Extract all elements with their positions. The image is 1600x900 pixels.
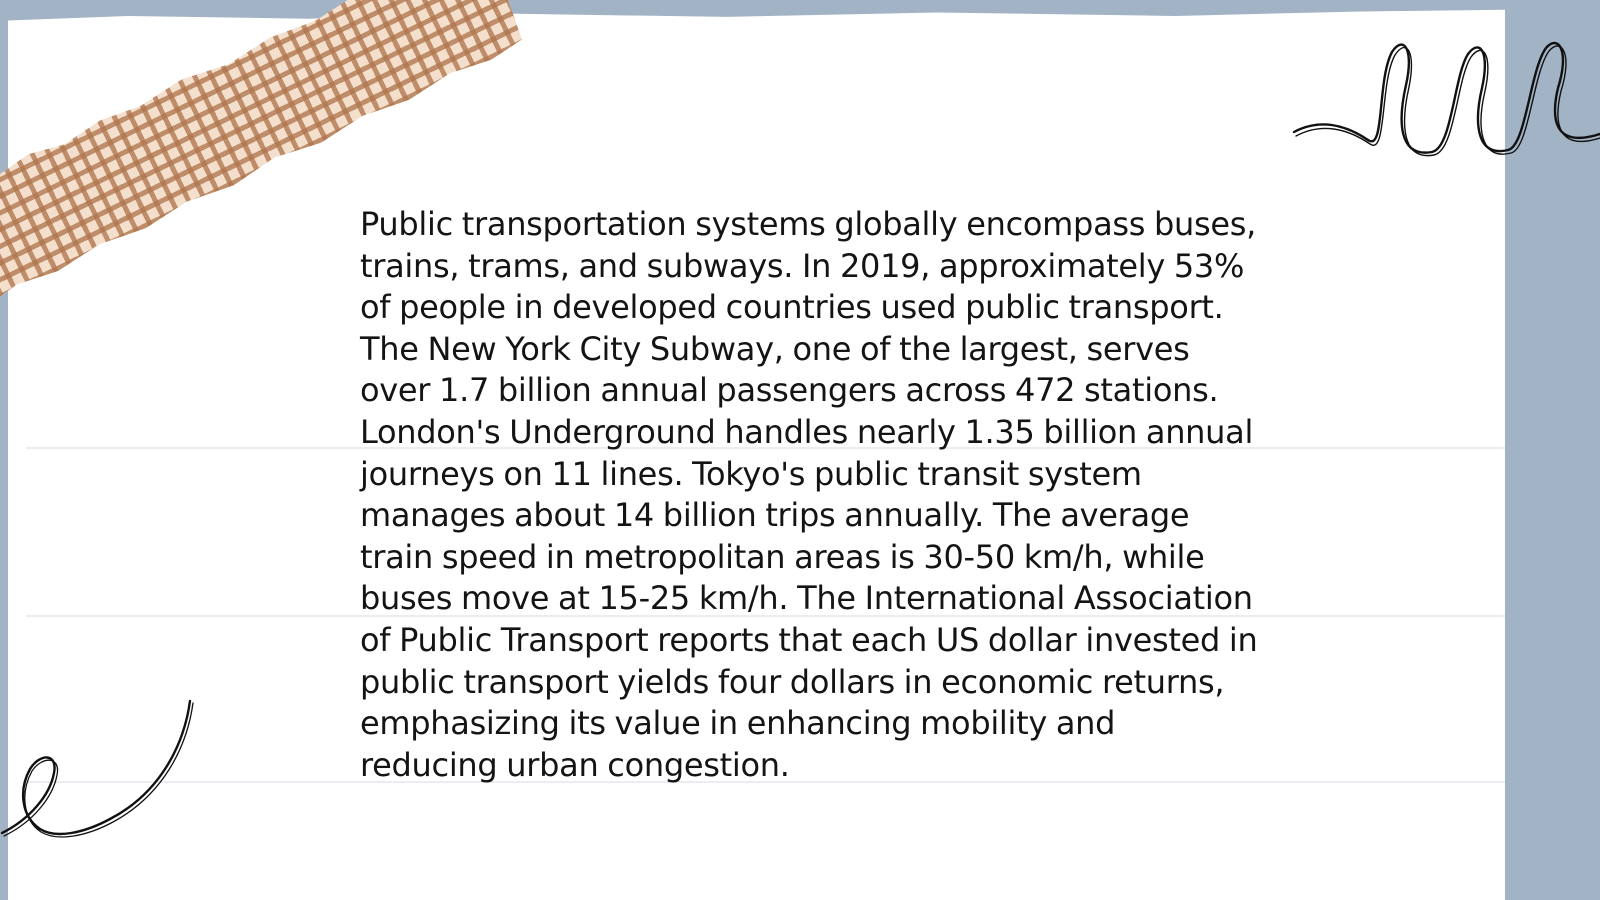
loop-squiggle-doodle-icon	[1280, 30, 1600, 170]
swoosh-doodle-icon	[0, 695, 210, 855]
body-paragraph: Public transportation systems globally encompass buses, trains, trams, and subways. In 2019, approximately 53% of people in developed countries used public transport. The New York City Subway, one of the largest, serves over 1.7 billion annual passengers across 472 stations. London's Underground handles nearly 1.35 billion annual journeys on 11 lines. Tokyo's public transit system manages about 14 billion trips annually. The average train speed in metropolitan areas is 30-50 km/h, while buses move at 15-25 km/h. The International Association of Public Transport reports that each US dollar invested in public transport yields four dollars in economic returns, emphasizing its value in enhancing mobility and reducing urban congestion.	[360, 205, 1258, 784]
